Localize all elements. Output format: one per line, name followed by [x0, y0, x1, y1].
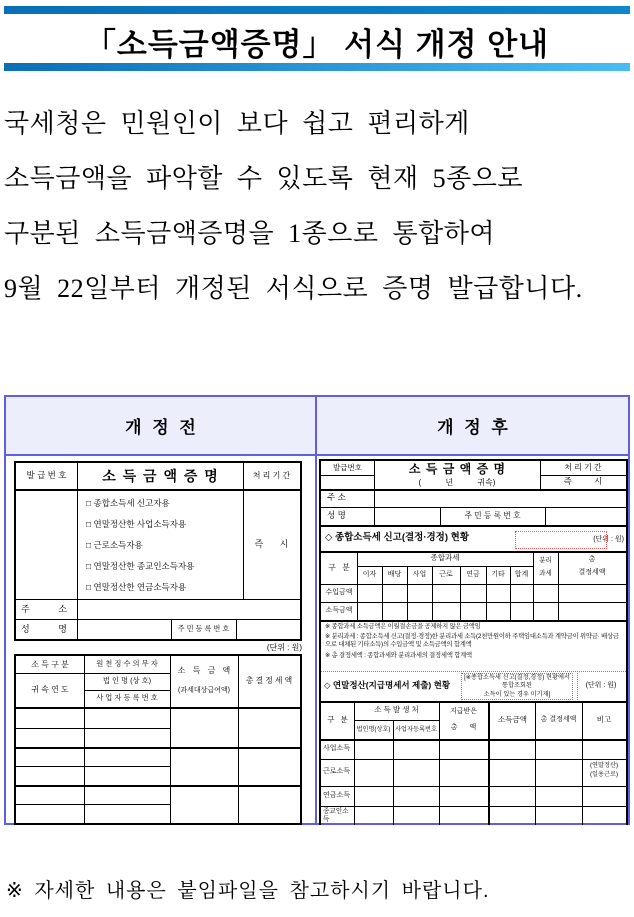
- grid-line: [16, 707, 300, 709]
- t1-col: 기타: [491, 570, 505, 578]
- income-amount-header: 소 득 금 액: [177, 666, 231, 676]
- comparison-table: [4, 395, 630, 825]
- footnote: ※ 분리과세 : 종합소득세 신고(결정·경정)한 분리과세 소득(2천만원이하 주택임대소득과 계약금이 위약금· 배상금으로 대체된 기타소득)의 수입금액 및 소득금액의 합계액: [325, 633, 619, 649]
- usage-checkbox-item: □ 연말정산한 종교인소득자용: [86, 561, 195, 571]
- footnote: ※ 총 결정세액 : 종합과세와 분리과세의 결정세액 합계액: [325, 651, 472, 659]
- t2-worker-note-line: (연말정산): [589, 762, 619, 769]
- usage-checkbox-item: □ 종합소득세 신고자용: [86, 498, 170, 508]
- unit-note: (단위 : 원): [593, 535, 624, 543]
- unit-note: (단위 : 원): [266, 642, 302, 652]
- footnote: ※ 종합과세 소득금액은 이월결손금을 공제하지 않은 금액임: [325, 623, 481, 630]
- t2-paid-header2: 총 액: [450, 723, 477, 731]
- t1-col: 이자: [362, 570, 377, 578]
- before-form-top: [14, 461, 302, 641]
- comparison-header-row: [6, 397, 628, 456]
- t2-income-header: 소득금액: [498, 714, 527, 724]
- section1-title: ◇ 종합소득세 신고(결정·경정) 현황: [325, 531, 470, 543]
- rrn-label: 주 민 등 록 번 호: [464, 510, 521, 520]
- usage-checkbox-list: [86, 493, 194, 598]
- grid-line: [321, 620, 626, 622]
- t1-footnotes: [325, 623, 623, 662]
- t2-source-header: 소 득 발 생 처: [374, 705, 419, 715]
- intro-paragraph: [4, 96, 632, 316]
- t1-tax-header: 총: [588, 556, 596, 564]
- usage-checkbox-item: □ 연말정산한 연금소득자용: [86, 582, 187, 592]
- intro-line: 국세청은 민원인이 보다 쉽고 편리하게: [4, 109, 470, 138]
- before-column-header: 개 정 전: [125, 418, 196, 437]
- t1-separate-header2: 과세: [539, 569, 552, 577]
- t2-worker-note-line: (일용근로): [589, 771, 619, 779]
- grid-line: [321, 602, 626, 603]
- title-bottom-rule: [4, 63, 630, 71]
- unit-note: (단위 : 원): [577, 673, 624, 700]
- t2-row-label: 사업소득: [323, 744, 351, 752]
- after-column-header: 개 정 후: [437, 418, 508, 437]
- intro-line: 구분된 소득금액증명을 1종으로 통합하여: [4, 219, 495, 248]
- form-title-year: ( 년 귀속): [418, 477, 496, 487]
- t1-row-label: 소득금액: [325, 606, 353, 614]
- name-label: 성 명: [327, 510, 346, 521]
- grid-line: [321, 786, 626, 787]
- year-header: 귀 속 연 도: [31, 685, 69, 695]
- t1-col: 연금: [466, 570, 480, 578]
- immediate-value: 즉 시: [254, 538, 289, 549]
- before-form-bottom: [14, 654, 302, 825]
- t2-row-label: 연금소득: [323, 791, 351, 799]
- section2-note-box: [461, 673, 573, 700]
- comparison-body: [6, 456, 628, 825]
- t2-row-label: 종교인소득: [323, 808, 349, 823]
- issue-no-label: 발 급 번 호: [26, 470, 67, 481]
- income-amount-subheader: (과세대상급여액): [178, 686, 230, 694]
- total-tax-header: 총 결 정 세 액: [245, 676, 293, 686]
- usage-checkbox-item: □ 연말정산한 사업소득자용: [86, 519, 187, 529]
- bizno-header: 사 업 자 등 록 번 호: [96, 693, 158, 703]
- t1-separate-header: 분리: [539, 556, 552, 564]
- footer-note: ※ 자세한 내용은 붙임파일을 참고하시기 바랍니다.: [6, 880, 490, 902]
- grid-line: [321, 739, 626, 741]
- corp-name-header: 법 인 명 (상 호): [102, 676, 152, 686]
- form-title: 소 득 금 액 증 명: [102, 467, 218, 484]
- grid-line: [16, 785, 300, 787]
- grid-line: [16, 823, 300, 825]
- t2-worker-note: [582, 761, 626, 785]
- page-title: 「소득금액증명」 서식 개정 안내: [84, 27, 550, 62]
- grid-line: [321, 759, 626, 760]
- withholder-header: 원 천 징 수 의 무 자: [96, 659, 158, 669]
- grid-line: [77, 463, 78, 639]
- after-form: [319, 459, 628, 825]
- t2-paid-header: 지급받은: [449, 707, 478, 715]
- grid-line: [321, 806, 626, 807]
- t2-type-header: 구 분: [327, 714, 348, 724]
- issue-no-label: 발급번호: [333, 462, 362, 472]
- t1-col: 합계: [514, 570, 529, 578]
- intro-line: 소득금액을 파악할 수 있도록 현재 5종으로: [4, 164, 523, 193]
- immediate-value: 즉 시: [563, 476, 603, 487]
- t2-row-label: 근로소득: [323, 768, 351, 776]
- t1-col: 사업: [412, 570, 427, 578]
- t2-bizno-header: 사업자등록번호: [395, 725, 437, 733]
- process-time-label: 처 리 기 간: [564, 463, 602, 473]
- t1-group-header: 종합과세: [430, 553, 460, 563]
- t2-note-header: 비고: [596, 714, 612, 724]
- income-type-header: 소 득 구 분: [31, 659, 69, 669]
- grid-line: [321, 584, 626, 585]
- address-label: 주 소: [21, 603, 67, 614]
- section2-note-line: [※종합소득세 신고(결정,경정) 현황에서 통합조회된: [464, 673, 570, 690]
- t1-type-header: 구 분: [328, 562, 350, 572]
- usage-checkbox-item: □ 근로소득자용: [86, 540, 143, 550]
- process-time-label: 처 리 기 간: [252, 471, 291, 481]
- form-title: 소 득 금 액 증 명: [408, 461, 506, 476]
- grid-line: [16, 766, 170, 767]
- grid-line: [321, 475, 374, 476]
- title-top-rule: [4, 6, 630, 14]
- t1-tax-header2: 결정세액: [578, 569, 606, 577]
- grid-line: [16, 804, 170, 805]
- t1-col: 근로: [439, 570, 453, 578]
- grid-line: [16, 747, 300, 749]
- name-label: 성 명: [21, 623, 67, 634]
- t2-corp-header: 법인명(상호): [356, 725, 391, 733]
- section2-note-line: 소득이 있는 경우 미기재]: [483, 690, 551, 698]
- highlight-rule: [321, 671, 626, 672]
- grid-line: [545, 507, 546, 525]
- section2-title: ◇ 연말정산(지급명세서 제출) 현황: [324, 680, 451, 691]
- t2-tax-header: 총 결정세액: [540, 715, 577, 723]
- grid-line: [236, 619, 237, 639]
- grid-line: [16, 728, 170, 729]
- intro-line: 9월 22일부터 개정된 서식으로 증명 발급합니다.: [4, 274, 583, 303]
- rrn-label: 주 민 등 록 번 호: [177, 623, 230, 633]
- t1-col: 배당: [387, 570, 402, 578]
- t1-row-label: 수입금액: [325, 588, 353, 596]
- address-label: 주 소: [327, 492, 346, 503]
